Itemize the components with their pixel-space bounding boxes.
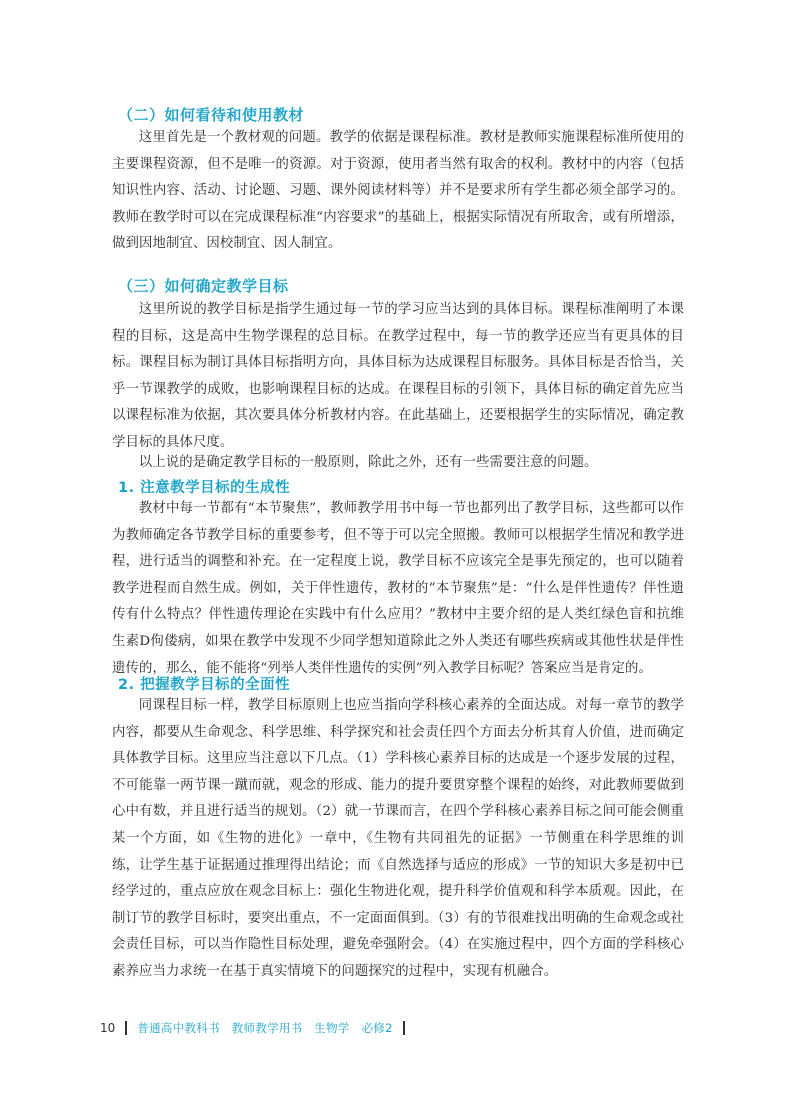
paragraph-comprehensive-goals: 同课程目标一样，教学目标原则上也应当指向学科核心素养的全面达成。对每一章节的教学内容，都要从生命观念、科学思维、科学探究和社会责任四个方面去分析其育人价值，进而确定具体教学目标。这里应当注意以下几点。（1）学科核心素养目标的达成是一个逐步发展的过程，不可能靠一两节课一蹴而就，观念的形成、能力的提升要贯穿整个课程的始终，对此教师要做到心中有数，并且进行适当的规划。（2）就一节课而言，在四个学科核心素养目标之间可能会侧重某一个方面，如《生物的进化》一章中，《生物有共同祖先的证据》一节侧重在科学思维的训练，让学生基于证据通过推理得出结论；而《自然选择与适应的形成》一节的知识大多是初中已经学过的，重点应放在观念目标上：强化生物进化观，提升科学价值观和科学本质观。因此，在制订节的教学目标时，要突出重点，不一定面面俱到。（3）有的节很难找出明确的生命观念或社会责任目标，可以当作隐性目标处理，避免牵强附会。（4）在实施过程中，四个方面的学科核心素养应当力求统一在基于真实情境下的问题探究的过程中，实现有机融合。 — [112, 698, 684, 979]
subheading-comprehensive-goals: 2. 把握教学目标的全面性 — [118, 677, 291, 693]
book-title: 普通高中教科书 教师教学用书 生物学 必修2 — [137, 1021, 393, 1035]
paragraph-teaching-goals-definition: 这里所说的教学目标是指学生通过每一节的学习应当达到的具体目标。课程标准阐明了本课程的目标，这是高中生物学课程的总目标。在教学过程中，每一节的教学还应当有更具体的目标。课程目标为制订具体目标指明方向，具体目标为达成课程目标服务。具体目标是否恰当，关乎一节课教学的成败，也影响课程目标的达成。在课程目标的引领下，具体目标的确定首先应当以课程标准为依据，其次要具体分析教材内容。在此基础上，还要根据学生的实际情况，确定教学目标的具体尺度。 — [112, 302, 684, 450]
paragraph-generative-goals: 教材中每一节都有“本节聚焦”，教师教学用书中每一节也都列出了教学目标，这些都可以作为教师确定各节教学目标的重要参考，但不等于可以完全照搬。教师可以根据学生情况和教学进程，进行适当的调整和补充。在一定程度上说，教学目标不应该完全是事先预定的，也可以随着教学进程而自然生成。例如，关于伴性遗传，教材的“本节聚焦”是：“什么是伴性遗传？伴性遗传有什么特点？伴性遗传理论在实践中有什么应用？”教材中主要介绍的是人类红绿色盲和抗维生素D佝偻病，如果在教学中发现不少同学想知道除此之外人类还有哪些疾病或其他性状是伴性遗传的，那么，能不能将“列举人类伴性遗传的实例”列入教学目标呢？答案应当是肯定的。 — [112, 501, 684, 676]
subheading-generative-goals: 1. 注意教学目标的生成性 — [118, 480, 291, 496]
footer-divider — [125, 1021, 127, 1035]
page-footer — [100, 1019, 405, 1037]
paragraph-textbook-view: 这里首先是一个教材观的问题。教学的依据是课程标准。教材是教师实施课程标准所使用的主要课程资源，但不是唯一的资源。对于资源，使用者当然有取舍的权利。教材中的内容（包括知识性内容、活动、讨论题、习题、课外阅读材料等）并不是要求所有学生都必须全部学习的。教师在教学时可以在完成课程标准“内容要求”的基础上，根据实际情况有所取舍，或有所增添，做到因地制宜、因校制宜、因人制宜。 — [112, 130, 684, 252]
page-number: 10 — [100, 1021, 116, 1035]
section-heading-teaching-goals: （三）如何确定教学目标 — [118, 277, 289, 295]
footer-divider-end — [403, 1021, 405, 1035]
section-heading-textbook-use: （二）如何看待和使用教材 — [118, 106, 305, 124]
paragraph-general-principle: 以上说的是确定教学目标的一般原则，除此之外，还有一些需要注意的问题。 — [138, 455, 598, 470]
